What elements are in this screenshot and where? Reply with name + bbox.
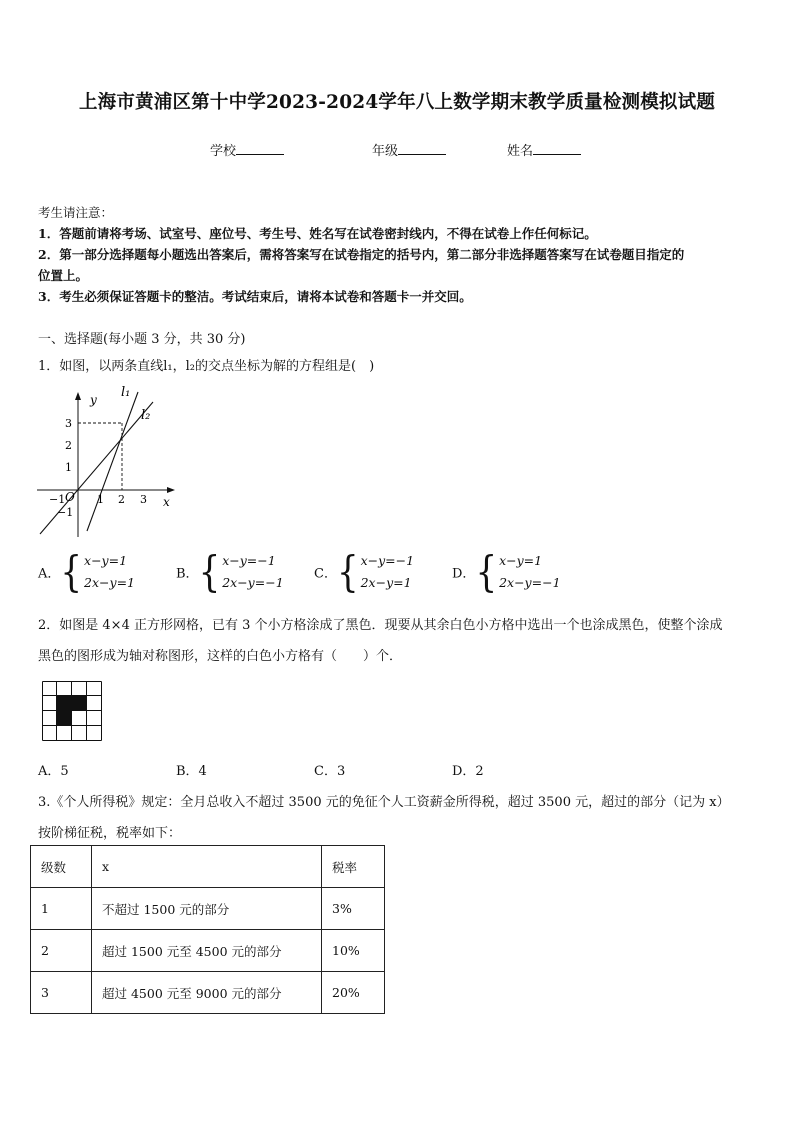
page-title: 上海市黄浦区第十中学2023-2024学年八上数学期末教学质量检测模拟试题 [78,92,716,113]
notice-item: 2．第一部分选择题每小题选出答案后，需将答案写在试卷指定的括号内，第二部分非选择题答案写在试卷题目指定的 [38,247,685,262]
table-cell: 3% [322,888,385,930]
table-row [31,888,385,930]
equation: 2x−y=−1 [499,575,561,590]
table-cell: 超过 1500 元至 4500 元的部分 [92,930,322,972]
table-header-cell: 级数 [31,846,92,888]
q1-option-b[interactable] [176,547,284,597]
table-cell: 20% [322,972,385,1014]
x-tick-2: 2 [118,493,125,506]
notice-item: 位置上。 [38,268,89,283]
y-axis-label: y [90,393,97,407]
option-label: A． [38,566,61,582]
question-1-stem: 1．如图，以两条直线l₁，l₂的交点坐标为解的方程组是( ) [38,359,375,374]
table-row [31,930,385,972]
table-row [31,972,385,1014]
brace-icon: { [475,547,498,597]
table-header-row [31,846,385,888]
section-heading: 一、选择题(每小题 3 分，共 30 分) [38,332,246,347]
y-tick-2: 2 [65,439,72,452]
table-cell: 超过 4500 元至 9000 元的部分 [92,972,322,1014]
notice-item: 3．考生必须保证答题卡的整洁。考试结束后，请将本试卷和答题卡一并交回。 [38,289,472,304]
brace-icon: { [336,547,359,597]
line-l1-label: l₁ [121,385,131,400]
tax-rate-table [30,845,385,1014]
x-tick-1: 1 [97,493,104,506]
equation: 2x−y=−1 [222,575,284,590]
y-tick-3: 3 [65,417,72,430]
q2-grid-figure [42,681,102,741]
name-field[interactable] [507,140,581,159]
y-tick-neg1: −1 [57,506,74,519]
q2-option-a[interactable]: A．5 [38,764,69,779]
grade-field[interactable] [372,140,446,159]
school-field[interactable] [210,140,284,159]
x-axis-label: x [163,495,170,509]
question-2-line: 黑色的图形成为轴对称图形，这样的白色小方格有（ ）个． [38,649,403,664]
q2-option-d[interactable]: D．2 [452,764,484,779]
question-3-line: 3.《个人所得税》规定：全月总收入不超过 3500 元的免征个人工资薪金所得税，超过 3500 元，超过的部分（记为 x） [38,795,730,810]
name-label: 姓名 [507,144,534,159]
table-cell: 10% [322,930,385,972]
school-label: 学校 [210,144,237,159]
table-header-cell: x [92,846,322,888]
origin-label: O [65,490,75,504]
x-tick-neg1: −1 [49,493,66,506]
table-cell: 不超过 1500 元的部分 [92,888,322,930]
notice-item: 1．答题前请将考场、试室号、座位号、考生号、姓名写在试卷密封线内，不得在试卷上作任何标记。 [38,226,597,241]
equation: x−y=−1 [222,553,276,568]
q1-option-a[interactable] [38,547,135,597]
x-tick-3: 3 [140,493,147,506]
q2-option-c[interactable]: C．3 [314,764,346,779]
q1-option-c[interactable] [314,547,415,597]
line-l2-label: l₂ [141,408,151,423]
equation: 2x−y=1 [84,575,135,590]
option-label: C． [314,566,337,582]
school-blank[interactable] [236,142,284,155]
q2-option-b[interactable]: B．4 [176,764,207,779]
equation: x−y=1 [499,553,543,568]
table-cell: 3 [31,972,92,1014]
equation: 2x−y=1 [360,575,412,590]
y-tick-1: 1 [65,461,72,474]
table-cell: 1 [31,888,92,930]
name-blank[interactable] [533,142,581,155]
notice-heading: 考生请注意： [38,205,114,220]
option-label: B． [176,566,199,582]
brace-icon: { [198,547,221,597]
equation: x−y=1 [84,553,128,568]
table-cell: 2 [31,930,92,972]
q1-line-graph [35,382,185,542]
brace-icon: { [60,547,83,597]
grade-label: 年级 [372,144,399,159]
option-label: D． [452,566,476,582]
question-3-line: 按阶梯征税，税率如下： [38,826,182,841]
q1-option-d[interactable] [452,547,561,597]
table-header-cell: 税率 [322,846,385,888]
equation: x−y=−1 [360,553,415,568]
grade-blank[interactable] [398,142,446,155]
question-2-line: 2．如图是 4×4 正方形网格，已有 3 个小方格涂成了黑色．现要从其余白色小方格中选出一个也涂成黑色，使整个涂成 [38,618,723,633]
